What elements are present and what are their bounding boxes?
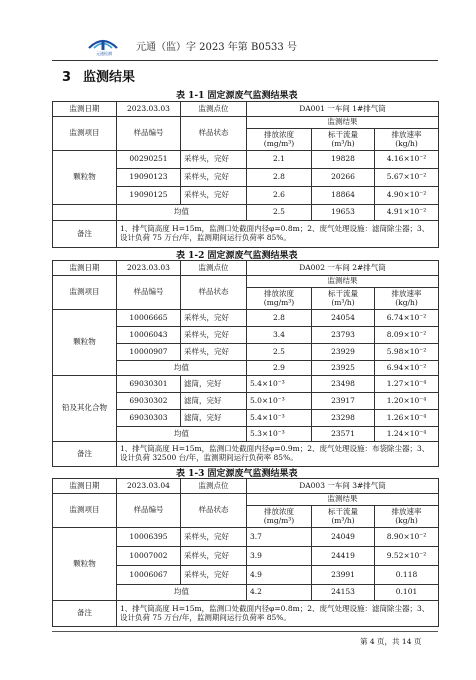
rate: 1.26×10⁻⁴ <box>375 410 439 427</box>
sample-id: 69030302 <box>117 393 181 410</box>
table-1-3-caption: 表 1-3 固定源废气监测结果表 <box>176 469 298 479</box>
avg-flow: 24153 <box>312 585 375 601</box>
note-text: 1、排气筒高度 H=15m，监测口处截面内径φ=0.8m；2、废气处理设施：滤筒除尘器；3、设计负荷 75 万台/年，监测期间运行负荷率 85%。 <box>117 221 439 248</box>
avg-concentration: 2.9 <box>247 361 312 376</box>
col-rate-unit: (kg/h) <box>395 515 418 525</box>
item-name: 颗粒物 <box>53 151 117 205</box>
col-flow-label: 标干流量 <box>328 506 358 516</box>
sample-state: 采样头，完好 <box>181 151 247 169</box>
sample-state: 采样头，完好 <box>181 344 247 361</box>
note-text: 1、排气筒高度 H=15m，监测口处截面内径φ=0.9m；2、废气处理设施：布袋除尘器；3、设计负荷 32500 台/年，监测期间运行负荷率 85%。 <box>117 442 439 467</box>
note-label: 备注 <box>53 601 117 627</box>
avg-concentration: 5.3×10⁻³ <box>247 427 312 442</box>
item-label: 监测项目 <box>53 276 117 310</box>
average-row <box>53 205 439 221</box>
flow: 23793 <box>312 327 375 344</box>
footer-divider <box>52 631 438 632</box>
avg-flow: 23571 <box>312 427 375 442</box>
point-label: 监测点位 <box>181 261 247 276</box>
avg-concentration: 2.5 <box>247 205 312 221</box>
point-label: 监测点位 <box>181 479 247 494</box>
col-concentration-label: 排放浓度 <box>264 129 294 139</box>
avg-concentration: 4.2 <box>247 585 312 601</box>
result-label: 监测结果 <box>247 117 439 129</box>
point-value: DA003 一车间 3#排气筒 <box>247 479 439 494</box>
concentration: 2.8 <box>247 169 312 187</box>
avg-flow: 19653 <box>312 205 375 221</box>
note-text: 1、排气筒高度 H=15m，监测口处截面内径φ=0.8m；2、废气处理设施：滤筒除尘器；3、设计负荷 75 万台/年，监测期间运行负荷率 85%。 <box>117 601 439 627</box>
col-concentration <box>247 288 312 310</box>
sample-label: 样品编号 <box>117 117 181 151</box>
average-label: 均值 <box>117 585 247 601</box>
page-number: 第 4 页，共 14 页 <box>360 637 422 646</box>
sample-state: 滤筒，完好 <box>181 410 247 427</box>
sample-id: 00290251 <box>117 151 181 169</box>
concentration: 2.5 <box>247 344 312 361</box>
col-concentration-unit: (mg/m³) <box>263 515 295 525</box>
sample-state: 采样头，完好 <box>181 547 247 566</box>
table-1-1-caption: 表 1-1 固定源废气监测结果表 <box>176 91 298 101</box>
flow: 24419 <box>312 547 375 566</box>
flow: 24054 <box>312 310 375 327</box>
section-heading <box>62 66 147 85</box>
col-flow-label: 标干流量 <box>328 288 358 298</box>
col-rate-label: 排放速率 <box>391 288 422 298</box>
sample-state: 采样头，完好 <box>181 566 247 585</box>
table-1-2 <box>52 260 439 467</box>
rate: 5.67×10⁻² <box>375 169 439 187</box>
item-name: 颗粒物 <box>53 310 117 376</box>
flow: 23498 <box>312 376 375 393</box>
col-rate <box>375 506 439 528</box>
date-label: 监测日期 <box>53 261 117 276</box>
state-label: 样品状态 <box>181 117 247 151</box>
table-row <box>53 376 439 393</box>
rate: 0.118 <box>375 566 439 585</box>
col-concentration-label: 排放浓度 <box>264 506 294 516</box>
sample-id: 19090123 <box>117 169 181 187</box>
item-name: 铅及其化合物 <box>53 376 117 442</box>
concentration: 5.4×10⁻³ <box>247 410 312 427</box>
point-value: DA002 一车间 2#排气筒 <box>247 261 439 276</box>
concentration: 3.4 <box>247 327 312 344</box>
sample-id: 10006395 <box>117 528 181 547</box>
empty-cell <box>53 205 117 221</box>
section-number: 3 <box>62 70 72 85</box>
item-label: 监测项目 <box>53 117 117 151</box>
concentration: 2.6 <box>247 187 312 205</box>
avg-rate: 6.94×10⁻² <box>375 361 439 376</box>
col-flow <box>312 506 375 528</box>
table-1-2-caption: 表 1-2 固定源废气监测结果表 <box>176 251 298 261</box>
col-rate-unit: (kg/h) <box>395 297 418 307</box>
concentration: 3.9 <box>247 547 312 566</box>
col-rate-label: 排放速率 <box>391 129 422 139</box>
sample-id: 10006043 <box>117 327 181 344</box>
sample-state: 采样头，完好 <box>181 187 247 205</box>
flow: 23917 <box>312 393 375 410</box>
item-name: 颗粒物 <box>53 528 117 601</box>
sample-label: 样品编号 <box>117 276 181 310</box>
point-value: DA001 一车间 1#排气筒 <box>247 102 439 117</box>
sample-id: 69030303 <box>117 410 181 427</box>
flow: 18864 <box>312 187 375 205</box>
flow: 20266 <box>312 169 375 187</box>
note-label: 备注 <box>53 442 117 467</box>
rate: 6.74×10⁻² <box>375 310 439 327</box>
col-concentration <box>247 506 312 528</box>
col-flow-label: 标干流量 <box>328 129 358 139</box>
col-concentration-label: 排放浓度 <box>264 288 294 298</box>
report-header <box>86 34 446 60</box>
avg-rate: 4.91×10⁻² <box>375 205 439 221</box>
col-flow <box>312 129 375 151</box>
rate: 9.52×10⁻² <box>375 547 439 566</box>
item-label: 监测项目 <box>53 494 117 528</box>
sample-id: 10006067 <box>117 566 181 585</box>
sample-id: 10006665 <box>117 310 181 327</box>
rate: 8.90×10⁻² <box>375 528 439 547</box>
sample-id: 10007002 <box>117 547 181 566</box>
avg-flow: 23925 <box>312 361 375 376</box>
concentration: 2.1 <box>247 151 312 169</box>
date-label: 监测日期 <box>53 102 117 117</box>
average-label: 均值 <box>117 427 247 442</box>
col-rate <box>375 288 439 310</box>
date-value: 2023.03.03 <box>117 102 181 117</box>
flow: 23298 <box>312 410 375 427</box>
table-row <box>53 151 439 169</box>
flow: 23929 <box>312 344 375 361</box>
result-label: 监测结果 <box>247 494 439 506</box>
section-title: 监测结果 <box>83 70 136 85</box>
note-label: 备注 <box>53 221 117 248</box>
rate: 4.90×10⁻² <box>375 187 439 205</box>
col-rate-label: 排放速率 <box>391 506 422 516</box>
sample-state: 采样头，完好 <box>181 310 247 327</box>
sample-state: 采样头，完好 <box>181 528 247 547</box>
concentration: 3.7 <box>247 528 312 547</box>
sample-state: 采样头，完好 <box>181 169 247 187</box>
col-flow-unit: (m³/h) <box>331 297 355 307</box>
report-number: 元通（监）字 2023 年第 B0533 号 <box>136 42 297 53</box>
table-row <box>53 528 439 547</box>
concentration: 5.0×10⁻³ <box>247 393 312 410</box>
header-divider <box>52 60 438 61</box>
date-value: 2023.03.04 <box>117 479 181 494</box>
avg-rate: 0.101 <box>375 585 439 601</box>
sample-state: 滤筒，完好 <box>181 376 247 393</box>
sample-id: 10000907 <box>117 344 181 361</box>
rate: 1.27×10⁻⁴ <box>375 376 439 393</box>
col-concentration-unit: (mg/m³) <box>263 297 295 307</box>
rate: 5.98×10⁻² <box>375 344 439 361</box>
col-concentration <box>247 129 312 151</box>
result-label: 监测结果 <box>247 276 439 288</box>
col-rate-unit: (kg/h) <box>395 138 418 148</box>
col-flow <box>312 288 375 310</box>
col-rate <box>375 129 439 151</box>
table-row <box>53 310 439 327</box>
state-label: 样品状态 <box>181 276 247 310</box>
concentration: 5.4×10⁻³ <box>247 376 312 393</box>
flow: 24049 <box>312 528 375 547</box>
average-label: 均值 <box>117 361 247 376</box>
sample-label: 样品编号 <box>117 494 181 528</box>
flow: 19828 <box>312 151 375 169</box>
table-1-3 <box>52 478 439 627</box>
concentration: 2.8 <box>247 310 312 327</box>
date-value: 2023.03.03 <box>117 261 181 276</box>
sample-id: 69030301 <box>117 376 181 393</box>
date-label: 监测日期 <box>53 479 117 494</box>
sample-id: 19090125 <box>117 187 181 205</box>
col-flow-unit: (m³/h) <box>331 138 355 148</box>
col-flow-unit: (m³/h) <box>331 515 355 525</box>
sample-state: 滤筒，完好 <box>181 393 247 410</box>
sample-state: 采样头，完好 <box>181 327 247 344</box>
brand-text: 元通检测 <box>96 51 112 56</box>
point-label: 监测点位 <box>181 102 247 117</box>
col-concentration-unit: (mg/m³) <box>263 138 295 148</box>
avg-rate: 1.24×10⁻⁴ <box>375 427 439 442</box>
flow: 23991 <box>312 566 375 585</box>
state-label: 样品状态 <box>181 494 247 528</box>
table-1-1 <box>52 101 439 248</box>
rate: 1.20×10⁻⁴ <box>375 393 439 410</box>
rate: 8.09×10⁻² <box>375 327 439 344</box>
average-label: 均值 <box>117 205 247 221</box>
concentration: 4.9 <box>247 566 312 585</box>
rate: 4.16×10⁻² <box>375 151 439 169</box>
